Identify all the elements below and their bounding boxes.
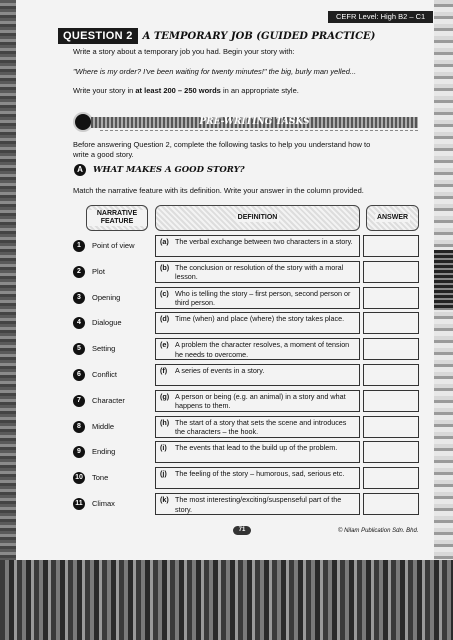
definition-label: (j)	[160, 469, 167, 479]
definition-text: A problem the character resolves, a moment of tension he needs to overcome.	[175, 340, 350, 359]
definition-label: (c)	[160, 288, 169, 298]
dotted-divider	[100, 130, 418, 131]
row-number-badge: 4	[73, 317, 85, 329]
pre-writing-tasks-banner	[73, 113, 418, 131]
definition-cell	[155, 261, 360, 283]
table-row	[70, 286, 420, 312]
definition-label: (d)	[160, 314, 170, 324]
answer-box[interactable]	[363, 312, 419, 334]
table-row	[70, 260, 420, 286]
answer-box[interactable]	[363, 287, 419, 309]
scan-edge-bottom	[0, 560, 453, 640]
narrative-feature: Middle	[92, 421, 115, 431]
table-row	[70, 337, 420, 363]
cefr-level-badge: CEFR Level: High B2 – C1	[328, 11, 433, 23]
narrative-feature: Opening	[92, 292, 121, 302]
narrative-feature: Plot	[92, 266, 105, 276]
definition-cell	[155, 312, 360, 334]
section-a-badge: A	[74, 164, 86, 176]
table-row	[70, 440, 420, 466]
narrative-feature: Conflict	[92, 369, 118, 379]
row-number-badge: 11	[73, 498, 85, 510]
row-number-badge: 5	[73, 343, 85, 355]
row-number-badge: 3	[73, 292, 85, 304]
question-title: A TEMPORARY JOB (GUIDED PRACTICE)	[142, 30, 376, 42]
definition-text: The events that lead to the build up of the problem.	[175, 443, 338, 453]
row-number-badge: 10	[73, 472, 85, 484]
definition-cell	[155, 441, 360, 463]
page-number: 71	[233, 526, 251, 535]
narrative-feature: Point of view	[92, 241, 135, 250]
row-number-badge: 2	[73, 266, 85, 278]
definition-cell	[155, 287, 360, 309]
row-number-badge: 7	[73, 395, 85, 407]
tasks-intro-line-1: Before answering Question 2, complete the following tasks to help you understand how to	[73, 140, 371, 149]
word-count-instruction: Write your story in at least 200 – 250 words in an appropriate style.	[73, 86, 299, 95]
definition-text: The conclusion or resolution of the story with a moral lesson.	[175, 262, 344, 282]
section-a-instruction: Match the narrative feature with its definition. Write your answer in the column provided.	[73, 186, 364, 195]
matching-table	[70, 234, 420, 518]
table-row	[70, 234, 420, 260]
table-row	[70, 363, 420, 389]
narrative-feature: Climax	[92, 498, 115, 508]
definition-label: (h)	[160, 417, 170, 427]
publisher-credit: © Nilam Publication Sdn. Bhd.	[338, 528, 419, 534]
definition-label: (b)	[160, 262, 170, 272]
definition-cell	[155, 493, 360, 515]
instruction-line-1: Write a story about a temporary job you had. Begin your story with:	[73, 47, 295, 56]
row-number-badge: 6	[73, 369, 85, 381]
answer-box[interactable]	[363, 416, 419, 438]
definition-label: (a)	[160, 237, 169, 246]
narrative-feature: Character	[92, 395, 125, 405]
definition-label: (g)	[160, 391, 170, 401]
definition-cell	[155, 390, 360, 412]
definition-text: Who is telling the story – first person, second person or third person.	[175, 288, 351, 308]
narrative-feature: Tone	[92, 473, 109, 483]
definition-text: The verbal exchange between two characters in a story.	[175, 237, 353, 246]
definition-label: (k)	[160, 494, 169, 504]
definition-text: Time (when) and place (where) the story takes place.	[175, 314, 345, 324]
definition-cell	[155, 338, 360, 360]
table-row	[70, 311, 420, 337]
column-header-feature: NARRATIVE FEATURE	[86, 205, 148, 231]
tasks-circle-icon	[73, 112, 93, 132]
section-a-title: WHAT MAKES A GOOD STORY?	[93, 165, 245, 175]
tasks-intro-line-2: write a good story.	[73, 150, 134, 159]
table-row	[70, 415, 420, 441]
narrative-feature: Dialogue	[92, 318, 122, 328]
table-row	[70, 389, 420, 415]
answer-box[interactable]	[363, 235, 419, 257]
row-number-badge: 8	[73, 421, 85, 433]
definition-text: The start of a story that sets the scene and introduces the characters – the hook.	[175, 417, 347, 437]
answer-box[interactable]	[363, 467, 419, 489]
question-label: QUESTION 2	[58, 28, 138, 44]
table-row	[70, 492, 420, 518]
row-number-badge: 1	[73, 240, 85, 252]
definition-label: (e)	[160, 340, 169, 350]
definition-text: The most interesting/exciting/suspenseful part of the story.	[175, 494, 342, 514]
definition-label: (i)	[160, 443, 167, 453]
question-header	[58, 28, 375, 44]
column-header-answer: ANSWER	[366, 205, 419, 231]
tasks-title: PRE-WRITING TASKS	[199, 117, 310, 127]
answer-box[interactable]	[363, 261, 419, 283]
scan-edge-right	[434, 0, 453, 640]
definition-text: A series of events in a story.	[175, 365, 265, 375]
scan-edge-left	[0, 0, 16, 640]
definition-text: A person or being (e.g. an animal) in a story and what happens to them.	[175, 391, 346, 411]
definition-cell	[155, 416, 360, 438]
definition-label: (f)	[160, 365, 168, 375]
answer-box[interactable]	[363, 441, 419, 463]
answer-box[interactable]	[363, 338, 419, 360]
definition-text: The feeling of the story – humorous, sad, serious etc.	[175, 469, 345, 479]
table-row	[70, 466, 420, 492]
story-opening: "Where is my order? I've been waiting for twenty minutes!" the big, burly man yelled...	[73, 67, 357, 76]
narrative-feature: Setting	[92, 344, 116, 354]
narrative-feature: Ending	[92, 447, 116, 457]
column-header-definition: DEFINITION	[155, 205, 360, 231]
definition-cell	[155, 467, 360, 489]
answer-box[interactable]	[363, 364, 419, 386]
answer-box[interactable]	[363, 390, 419, 412]
definition-cell	[155, 235, 360, 257]
answer-box[interactable]	[363, 493, 419, 515]
definition-cell	[155, 364, 360, 386]
row-number-badge: 9	[73, 446, 85, 458]
